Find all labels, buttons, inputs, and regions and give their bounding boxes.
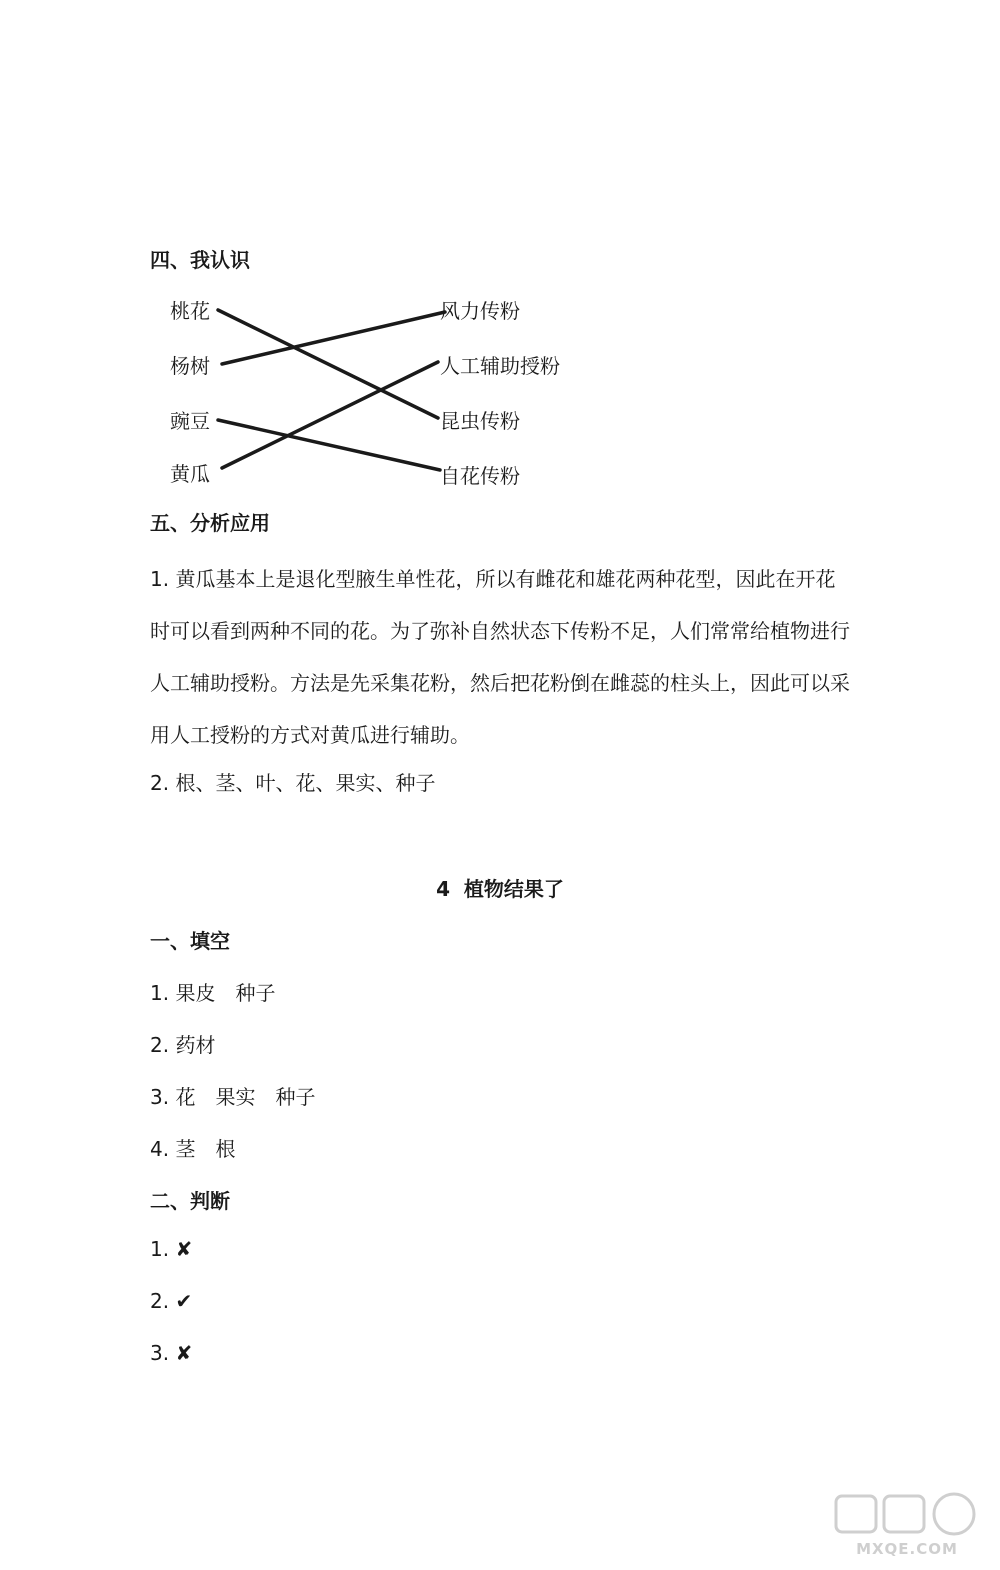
- answer-line: 时可以看到两种不同的花。为了弥补自然状态下传粉不足，人们常常给植物进行: [150, 619, 850, 643]
- fill-blank-item: 1. 果皮 种子: [150, 981, 276, 1005]
- section-heading-judge: 二、判断: [150, 1189, 230, 1213]
- section-heading-recognize: 四、我认识: [150, 248, 250, 272]
- right-item: 昆虫传粉: [440, 409, 520, 433]
- right-item: 人工辅助授粉: [440, 354, 560, 378]
- left-item: 豌豆: [170, 409, 210, 433]
- judge-number: 1.: [150, 1237, 170, 1261]
- judge-item: [150, 1237, 192, 1261]
- right-item: 自花传粉: [440, 464, 520, 488]
- cross-mark-icon: ✘: [175, 1237, 193, 1261]
- match-line: [218, 310, 438, 418]
- svg-text:MXQE.COM: MXQE.COM: [856, 1540, 958, 1558]
- chapter-title: 4 植物结果了: [436, 877, 564, 901]
- left-item: 黄瓜: [170, 462, 210, 486]
- answer-line: 1. 黄瓜基本上是退化型腋生单性花，所以有雌花和雄花两种花型，因此在开花: [150, 567, 836, 591]
- judge-number: 2.: [150, 1289, 170, 1313]
- judge-item: [150, 1341, 192, 1365]
- match-line: [222, 362, 438, 468]
- check-mark-icon: ✔: [175, 1289, 193, 1313]
- answer-line: 用人工授粉的方式对黄瓜进行辅助。: [150, 723, 470, 747]
- answer-2: 2. 根、茎、叶、花、果实、种子: [150, 771, 436, 795]
- matching-lines: [0, 0, 1000, 560]
- section-heading-analysis: 五、分析应用: [150, 511, 270, 535]
- fill-blank-item: 4. 茎 根: [150, 1137, 236, 1161]
- left-item: 杨树: [170, 354, 210, 378]
- watermark-logo: [832, 1492, 982, 1562]
- right-item: 风力传粉: [440, 299, 520, 323]
- match-line: [218, 420, 440, 470]
- cross-mark-icon: ✘: [175, 1341, 193, 1365]
- left-item: 桃花: [170, 299, 210, 323]
- match-line: [222, 312, 445, 364]
- answer-line: 人工辅助授粉。方法是先采集花粉，然后把花粉倒在雌蕊的柱头上，因此可以采: [150, 671, 850, 695]
- fill-blank-item: 3. 花 果实 种子: [150, 1085, 316, 1109]
- judge-number: 3.: [150, 1341, 170, 1365]
- answer-paragraph: [150, 553, 855, 761]
- section-heading-fill-blank: 一、填空: [150, 929, 230, 953]
- fill-blank-item: 2. 药材: [150, 1033, 216, 1057]
- judge-item: [150, 1289, 192, 1313]
